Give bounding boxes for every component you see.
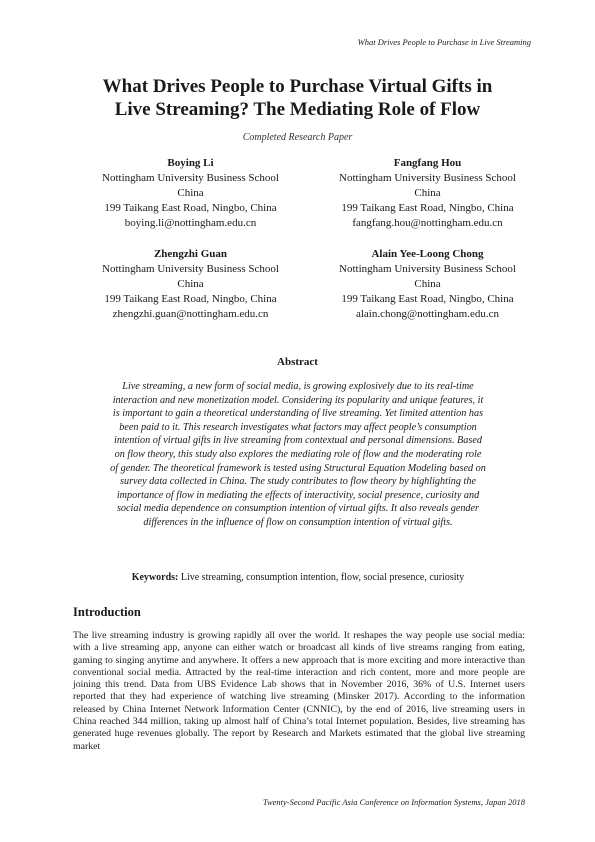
paper-title-line-2: Live Streaming? The Mediating Role of Flow: [114, 99, 481, 120]
abstract-heading: Abstract: [277, 356, 318, 368]
author-block: [315, 247, 540, 322]
author-email: boying.li@nottingham.edu.cn: [124, 217, 257, 229]
author-name: Zhengzhi Guan: [153, 248, 228, 260]
author-affiliation: Nottingham University Business School: [102, 263, 279, 275]
author-email: zhengzhi.guan@nottingham.edu.cn: [112, 308, 269, 320]
keywords: [110, 572, 486, 583]
introduction-text: The live streaming industry is growing rapidly all over the world. It reshapes the way people use social media: with a live streaming app, anyone can either watch or broadcast all kinds of live streams ranging from eating, gaming to singing anytime and anywhere. It offers a new approach that is more exciting and more interactive than conventional social media. Attracted by the real-time interaction and rich content, more and more people are joining this trend. Data from UBS Evidence Lab shows that in November 2016, 36% of U.S. Internet users reported that they had experience of watching live streaming (Minsker 2017). According to the information released by China Internet Network Information Center (CNNIC), by the end of 2016, live streaming users in China reached 344 million, taking up almost half of China’s total Internet population. Besides, live streaming has generated huge revenues globally. The report by Research and Markets estimated that the global live streaming market: [73, 630, 525, 752]
author-affiliation: Nottingham University Business School: [339, 263, 516, 275]
author-address: 199 Taikang East Road, Ningbo, China: [341, 202, 514, 214]
author-email: alain.chong@nottingham.edu.cn: [355, 308, 499, 320]
section-heading-introduction: Introduction: [73, 605, 141, 619]
author-name: Boying Li: [167, 157, 214, 169]
author-name: Fangfang Hou: [393, 157, 462, 169]
author-affiliation: Nottingham University Business School: [339, 172, 516, 184]
keywords-text: Live streaming, consumption intention, flow, social presence, curiosity: [180, 572, 465, 583]
paper-title-line-1: What Drives People to Purchase Virtual Gifts in: [102, 76, 493, 97]
author-country: China: [414, 278, 441, 290]
author-country: China: [177, 278, 204, 290]
author-block: [78, 156, 303, 231]
author-block: [78, 247, 303, 322]
author-name: Alain Yee-Loong Chong: [371, 248, 484, 260]
author-address: 199 Taikang East Road, Ningbo, China: [104, 202, 277, 214]
running-header: What Drives People to Purchase in Live Streaming: [357, 37, 531, 47]
author-address: 199 Taikang East Road, Ningbo, China: [341, 293, 514, 305]
paper-title: [0, 75, 595, 121]
author-block: [315, 156, 540, 231]
running-footer: Twenty-Second Pacific Asia Conference on Information Systems, Japan 2018: [262, 797, 525, 807]
abstract-text: Live streaming, a new form of social media, is growing explosively due to its real-time interaction and new monetization model. Considering its popularity and unique features, it is important to gain a theoretical understanding of live streaming. Yet limited attention has been paid to it. This research investigates what factors may affect people’s consumption intention of virtual gifts in live streaming from contextual and personal dimensions. Based on flow theory, this study also explores the mediating role of flow and the moderating role of gender. The theoretical framework is tested using Structural Equation Modeling based on survey data collected in China. The study contributes to flow theory by highlighting the importance of flow in mediating the effects of interactivity, social presence, curiosity and social media dependence on consumption intention of virtual gifts. It also reveals gender differences in the influence of flow on consumption intention of virtual gifts.: [110, 381, 486, 528]
keywords-label: Keywords:: [131, 572, 179, 583]
author-address: 199 Taikang East Road, Ningbo, China: [104, 293, 277, 305]
paper-type: Completed Research Paper: [242, 132, 353, 143]
author-affiliation: Nottingham University Business School: [102, 172, 279, 184]
author-country: China: [177, 187, 204, 199]
author-email: fangfang.hou@nottingham.edu.cn: [352, 217, 503, 229]
author-country: China: [414, 187, 441, 199]
